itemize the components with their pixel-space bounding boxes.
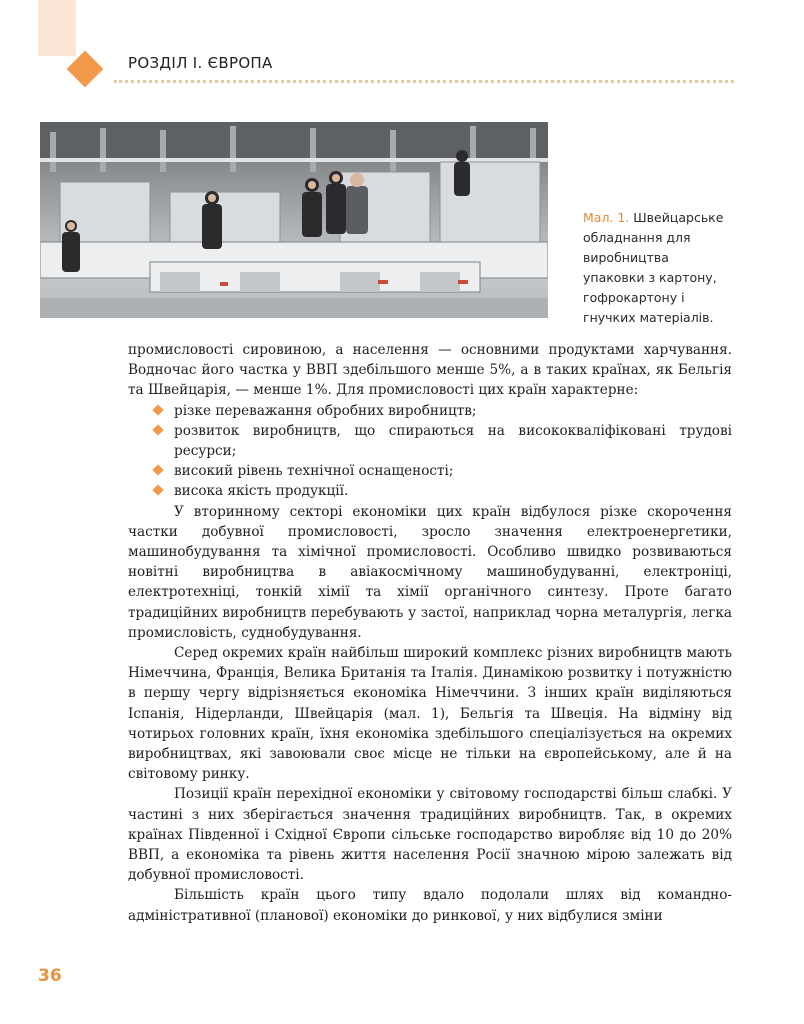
diamond-bullet-icon xyxy=(152,424,163,435)
paragraph-final: Більшість країн цього типу вдало подолали шлях від командно-адміністративної (планової) економіки до ринкової, у них відбулися зміни xyxy=(128,887,732,924)
factory-photo xyxy=(40,122,548,318)
paragraph-intro: промисловості сировиною, а населення — основними продуктами харчування. Водночас його частка у ВВП здебільшого менше 5%, а в таких країнах, як Бельгія та Швейцарія, — менше 1%. Для промисловості цих країн характерне: xyxy=(128,342,732,399)
bullet-list xyxy=(128,401,732,502)
bullet-item xyxy=(128,401,732,421)
caption-label: Мал. 1. xyxy=(583,210,630,225)
figure-caption xyxy=(583,208,733,328)
bullet-text: різке переважання обробних виробництв; xyxy=(174,402,477,419)
bullet-item xyxy=(128,421,732,461)
body-text xyxy=(128,340,732,926)
diamond-bullet-icon xyxy=(152,465,163,476)
paragraph-transition-economies: Позиції країн перехідної економіки у світовому господарстві більш слабкі. У частині з них зберігається значення традиційних виробництв. Так, в окремих країнах Південної і Східної Європи сільське господарство виробляє від 10 до 20% ВВП, а економіка та рівень життя населення Росії значною мірою залежать від добувної промисловості. xyxy=(128,786,732,884)
header-rule xyxy=(114,80,734,83)
header-diamond-icon xyxy=(67,51,104,88)
paragraph-countries: Серед окремих країн найбільш широкий комплекс різних виробництв мають Німеччина, Франція, Велика Британія та Італія. Динамікою розвитку і потужністю в першу чергу відрізняється економіка Німеччини. З інших країн виділяються Іспанія, Нідерланди, Швейцарія (мал. 1), Бельгія та Швеція. На відміну від чотирьох головних країн, їхня економіка здебільшого спеціалізується на окремих виробництвах, які завоювали своє місце не тільки на європейському, але й на світовому ринку. xyxy=(128,645,732,783)
page-number: 36 xyxy=(38,966,62,986)
caption-text: Швейцарське обладнання для виробництва упаковки з картону, гофрокартону і гнучких матеріалів. xyxy=(583,210,724,325)
bullet-item xyxy=(128,481,732,501)
diamond-bullet-icon xyxy=(152,485,163,496)
section-title: РОЗДІЛ І. ЄВРОПА xyxy=(128,54,273,72)
paragraph-secondary-sector: У вторинному секторі економіки цих країн відбулося різке скорочення частки добувної промисловості, зросло значення електроенергетики, машинобудування та хімічної промисловості. Особливо швидко розвиваються новітні виробництва в авіакосмічному машинобудуванні, електроніці, електротехніці, тонкій хімії та хімії органічного синтезу. Проте багато традиційних виробництв перебувають у застої, наприклад чорна металургія, легка промисловість, суднобудування. xyxy=(128,503,732,641)
corner-tab xyxy=(38,0,76,56)
diamond-bullet-icon xyxy=(152,404,163,415)
factory-illustration xyxy=(40,122,548,318)
bullet-text: розвиток виробництв, що спираються на висококваліфіковані трудові ресурси; xyxy=(174,422,732,460)
bullet-item xyxy=(128,461,732,481)
bullet-text: висока якість продукції. xyxy=(174,483,349,500)
bullet-text: високий рівень технічної оснащеності; xyxy=(174,463,454,480)
